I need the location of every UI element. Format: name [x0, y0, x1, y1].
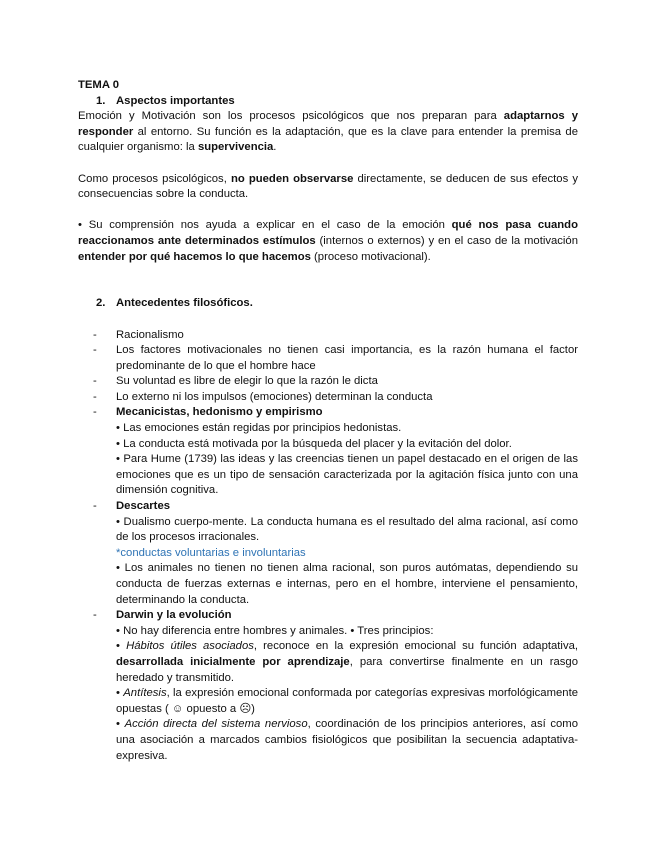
bullet: •	[116, 718, 125, 731]
text: , para convertirse finalmente en un rasgo heredado y transmitido.	[116, 655, 578, 684]
list-item-mecanicistas	[78, 405, 578, 499]
section-1-paragraph-1	[78, 109, 578, 156]
section-1-paragraph-2	[78, 172, 578, 203]
dash-marker: -	[93, 500, 97, 513]
text: , coordinación de los principios anteriores, así como una asociación a marcados cambios fisiológicos que posibilitan la secuencia adaptativa-expresiva.	[116, 718, 579, 762]
sub-item: • Los animales no tienen no tienen alma racional, son puros autómatas, dependiendo su conducta de fuerzas externas e internas, pero en el hombre, interviene el pensamiento, determinando la conducta.	[116, 562, 578, 606]
list-item-descartes	[78, 499, 578, 608]
sub-item: • Dualismo cuerpo-mente. La conducta humana es el resultado del alma racional, así como de los procesos irracionales.	[116, 515, 578, 544]
text: (internos o externos) y en el caso de la motivación	[315, 234, 578, 247]
bullet: •	[116, 640, 127, 653]
sub-item: • Las emociones están regidas por principios hedonistas.	[116, 422, 402, 435]
italic-text: Acción directa del sistema nervioso	[124, 718, 308, 731]
list-item	[78, 343, 578, 374]
dash-marker: -	[93, 375, 97, 388]
bold-text: qué nos pasa cuando reaccionamos ante determinados estímulos	[78, 219, 578, 247]
list-item	[78, 374, 578, 390]
section-2-heading	[78, 296, 578, 312]
antecedentes-list	[78, 328, 578, 765]
bold-text: no pueden observarse	[230, 172, 354, 185]
bold-text: entender por qué hacemos lo que hacemos	[78, 250, 311, 263]
text: , la expresión emocional conformada por categorías expresivas morfológicamente opuestas ( ☺ opuesto a ☹)	[116, 687, 578, 715]
document-page	[78, 78, 578, 764]
text: • Su comprensión nos ayuda a explicar en el caso de la emoción	[78, 219, 452, 232]
list-item-title: Darwin y la evolución	[116, 609, 232, 622]
text: , reconoce en la expresión emocional su función adaptativa,	[253, 640, 579, 653]
text: Emoción y Motivación son los procesos psicológicos que nos preparan para	[78, 110, 504, 123]
section-1-heading	[78, 94, 578, 110]
italic-text: Hábitos útiles asociados	[126, 640, 254, 653]
sub-item-antitesis	[116, 686, 578, 717]
dash-marker: -	[93, 406, 97, 419]
dash-marker: -	[93, 390, 97, 403]
list-item-text: Su voluntad es libre de elegir lo que la razón le dicta	[116, 375, 378, 388]
list-item-racionalismo	[78, 328, 578, 344]
dash-marker: -	[93, 344, 97, 357]
bold-text: desarrollada inicialmente por aprendizaje	[116, 655, 350, 668]
list-item-text: Lo externo ni los impulsos (emociones) determinan la conducta	[116, 390, 433, 403]
list-item-title: Mecanicistas, hedonismo y empirismo	[116, 406, 323, 419]
section-1-title: Aspectos importantes	[116, 94, 235, 107]
list-item-darwin	[78, 608, 578, 764]
list-item-text: Los factores motivacionales no tienen casi importancia, es la razón humana el factor predominante de lo que el hombre hace	[116, 344, 578, 372]
text: .	[273, 141, 277, 154]
text: (proceso motivacional).	[310, 250, 431, 263]
text: Como procesos psicológicos,	[78, 172, 231, 185]
sub-item-hume: • Para Hume (1739) las ideas y las creencias tienen un papel destacado en el origen de las emociones que es un tipo de sensación caracterizada por la agitación física junto con una dimensión cognitiva.	[116, 453, 578, 497]
list-item-text: Racionalismo	[116, 328, 184, 341]
sub-item-accion	[116, 717, 578, 764]
text: al entorno. Su función es la adaptación, que es la clave para entender la premisa de cualquier organismo: la	[78, 125, 578, 154]
dash-marker: -	[93, 328, 97, 341]
text: directamente, se deducen de sus efectos y consecuencias sobre la conducta.	[78, 172, 578, 201]
document-title: TEMA 0	[78, 79, 120, 91]
list-item	[78, 390, 578, 406]
section-1-paragraph-3	[78, 218, 578, 265]
sub-item: • No hay diferencia entre hombres y animales. • Tres principios:	[116, 624, 434, 637]
section-2-title: Antecedentes filosóficos.	[116, 297, 253, 310]
conductas-link[interactable]: *conductas voluntarias e involuntarias	[116, 546, 306, 559]
italic-text: Antítesis	[123, 687, 167, 700]
bullet: •	[116, 687, 124, 700]
dash-marker: -	[93, 609, 97, 622]
sub-item-habitos	[116, 639, 578, 686]
list-item-title: Descartes	[116, 500, 171, 513]
sub-item: • La conducta está motivada por la búsqueda del placer y la evitación del dolor.	[116, 437, 512, 450]
bold-text: supervivencia	[197, 141, 274, 154]
section-2-number: 2.	[96, 297, 106, 310]
section-1-number: 1.	[96, 94, 106, 107]
bold-text: adaptarnos y responder	[78, 110, 578, 138]
